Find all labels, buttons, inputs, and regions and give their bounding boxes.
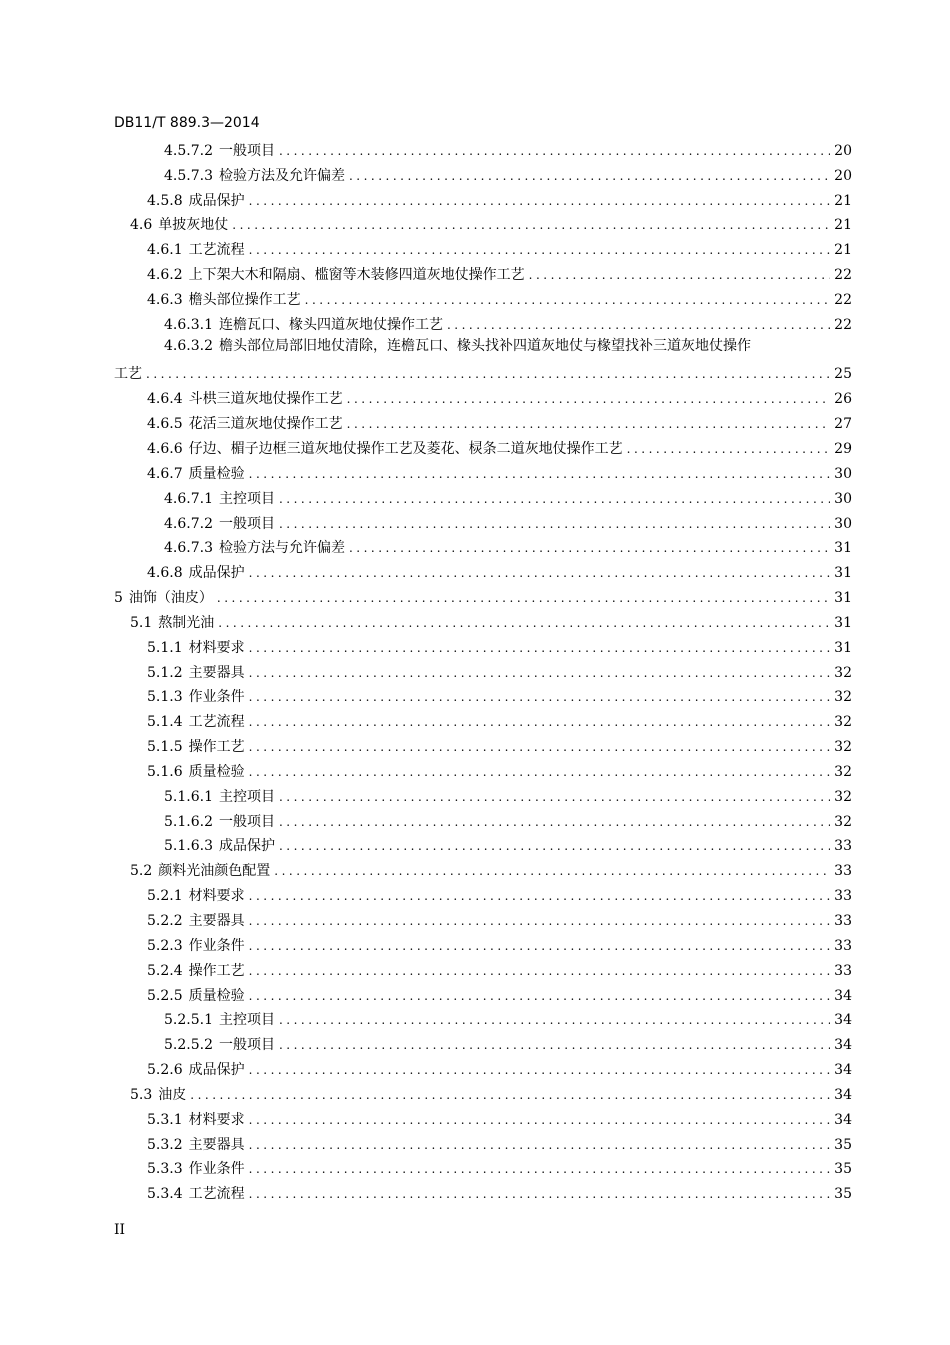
toc-entry[interactable] — [114, 383, 852, 408]
toc-leader-dots — [249, 738, 830, 756]
toc-leader-dots — [249, 1111, 830, 1129]
toc-leader-dots — [279, 1011, 830, 1029]
toc-leader-dots — [249, 887, 830, 905]
toc-entry-page: 21 — [834, 192, 852, 209]
toc-entry-title: 油皮 — [158, 1086, 187, 1103]
toc-entry-page: 21 — [834, 217, 852, 234]
toc-entry-number: 5.1.6.2 — [164, 813, 213, 830]
toc-leader-dots — [249, 713, 830, 731]
toc-entry-number: 5.2.5.2 — [164, 1037, 213, 1054]
toc-leader-dots — [249, 1185, 830, 1203]
toc-leader-dots — [349, 539, 830, 557]
toc-entry-number: 5.2 — [130, 863, 153, 880]
toc-entry-title: 主控项目 — [218, 490, 275, 507]
toc-entry-continuation[interactable] — [114, 359, 852, 384]
toc-leader-dots — [190, 1086, 830, 1104]
toc-entry-title: 工艺流程 — [188, 1186, 245, 1203]
toc-entry-number: 5.3.2 — [147, 1136, 183, 1153]
toc-entry-number: 5.2.5 — [147, 987, 183, 1004]
toc-leader-dots — [249, 688, 830, 706]
toc-entry[interactable] — [114, 632, 852, 657]
toc-entry[interactable] — [114, 284, 852, 309]
toc-entry-number: 4.5.7.3 — [164, 167, 213, 184]
toc-entry-title: 材料要求 — [188, 888, 245, 905]
toc-entry-page: 22 — [834, 291, 852, 308]
toc-entry-page: 34 — [834, 1111, 852, 1128]
toc-entry[interactable] — [114, 855, 852, 880]
toc-entry[interactable] — [114, 781, 852, 806]
toc-entry-title: 材料要求 — [188, 639, 245, 656]
toc-leader-dots — [279, 837, 830, 855]
toc-leader-dots — [279, 813, 830, 831]
toc-entry-page: 35 — [834, 1136, 852, 1153]
toc-entry-number: 5.2.1 — [147, 888, 183, 905]
toc-leader-dots — [249, 1136, 830, 1154]
toc-entry[interactable] — [114, 731, 852, 756]
toc-entry-page: 26 — [834, 391, 852, 408]
toc-entry[interactable] — [114, 458, 852, 483]
toc-leader-dots — [249, 241, 830, 259]
toc-entry-number: 5.2.6 — [147, 1062, 183, 1079]
toc-leader-dots — [249, 912, 830, 930]
toc-entry-number: 4.6.7.3 — [164, 540, 213, 557]
toc-leader-dots — [146, 365, 830, 383]
toc-entry[interactable] — [114, 160, 852, 185]
toc-entry-page: 31 — [834, 565, 852, 582]
toc-entry-title: 操作工艺 — [188, 739, 245, 756]
toc-entry-title: 成品保护 — [218, 838, 275, 855]
toc-entry-title: 主要器具 — [188, 913, 245, 929]
toc-entry[interactable] — [114, 234, 852, 259]
toc-entry-page: 33 — [834, 937, 852, 954]
toc-entry-page: 32 — [834, 739, 852, 756]
toc-leader-dots — [274, 862, 830, 880]
toc-entry-title: 檐头部位局部旧地仗清除，连檐瓦口、椽头找补四道灰地仗与椽望找补三道灰地仗操作 — [218, 337, 751, 354]
toc-entry-number: 4.6.7.1 — [164, 490, 213, 507]
toc-entry-title: 熬制光油 — [158, 614, 215, 631]
toc-entry-title: 作业条件 — [188, 1161, 245, 1178]
toc-entry-number: 4.6.4 — [147, 391, 183, 408]
toc-entry-page: 20 — [834, 167, 852, 184]
toc-entry[interactable] — [114, 980, 852, 1005]
toc-entry-page: 32 — [834, 689, 852, 706]
toc-entry-number: 5.1.3 — [147, 689, 183, 706]
toc-entry[interactable] — [114, 1079, 852, 1104]
toc-entry-title: 质量检验 — [188, 465, 245, 482]
toc-entry-number: 5.2.5.1 — [164, 1012, 213, 1029]
toc-entry-title: 花活三道灰地仗操作工艺 — [188, 416, 343, 433]
toc-leader-dots — [627, 440, 830, 458]
toc-entry[interactable] — [114, 1129, 852, 1154]
toc-entry-number: 5 — [114, 590, 123, 607]
toc-entry-page: 22 — [834, 267, 852, 284]
toc-entry-title: 上下架大木和隔扇、槛窗等木装修四道灰地仗操作工艺 — [188, 267, 525, 284]
page-number: II — [114, 1222, 126, 1238]
toc-entry-page: 34 — [834, 1012, 852, 1029]
toc-entry-line[interactable] — [114, 334, 852, 359]
toc-entry-title: 检验方法与允许偏差 — [218, 540, 345, 557]
toc-entry[interactable] — [114, 682, 852, 707]
toc-leader-dots — [249, 763, 830, 781]
toc-entry[interactable] — [114, 408, 852, 433]
toc-entry-number: 4.6.3 — [147, 291, 183, 308]
toc-entry[interactable] — [114, 557, 852, 582]
toc-entry-title: 质量检验 — [188, 987, 245, 1004]
toc-entry-page: 34 — [834, 987, 852, 1004]
toc-entry-title: 一般项目 — [218, 813, 275, 830]
toc-entry[interactable] — [114, 135, 852, 160]
toc-entry-title: 作业条件 — [188, 937, 245, 954]
toc-entry[interactable] — [114, 483, 852, 508]
toc-entry-title-continuation: 工艺 — [114, 366, 142, 383]
toc-entry-page: 33 — [834, 888, 852, 905]
toc-entry-title: 材料要求 — [188, 1111, 245, 1128]
toc-entry-title: 单披灰地仗 — [158, 217, 229, 234]
toc-leader-dots — [305, 291, 830, 309]
toc-entry-page: 34 — [834, 1037, 852, 1054]
toc-entry-number: 5.3.4 — [147, 1186, 183, 1203]
toc-entry[interactable] — [114, 1054, 852, 1079]
toc-entry-page: 27 — [834, 416, 852, 433]
toc-leader-dots — [279, 142, 830, 160]
table-of-contents — [114, 135, 852, 1203]
toc-entry-title: 成品保护 — [188, 1062, 245, 1079]
toc-entry-page: 33 — [834, 838, 852, 855]
toc-entry-number: 4.6.3.2 — [164, 337, 213, 354]
toc-entry-number: 4.6.7 — [147, 465, 183, 482]
toc-entry[interactable] — [114, 533, 852, 558]
toc-entry[interactable] — [114, 210, 852, 235]
toc-entry-page: 31 — [834, 614, 852, 631]
toc-entry[interactable] — [114, 657, 852, 682]
toc-entry[interactable] — [114, 756, 852, 781]
toc-entry-page: 33 — [834, 913, 852, 929]
toc-leader-dots — [249, 664, 830, 682]
toc-entry-number: 5.2.2 — [147, 913, 183, 929]
toc-entry[interactable] — [114, 185, 852, 210]
toc-entry[interactable] — [114, 1154, 852, 1179]
toc-entry-page: 20 — [834, 142, 852, 159]
toc-leader-dots — [232, 216, 830, 234]
toc-leader-dots — [218, 614, 830, 632]
toc-entry-page: 32 — [834, 664, 852, 681]
toc-entry-number: 4.6 — [130, 217, 153, 234]
toc-entry-number: 5.1.2 — [147, 664, 183, 681]
toc-entry-page: 30 — [834, 465, 852, 482]
toc-entry[interactable] — [114, 508, 852, 533]
toc-leader-dots — [249, 1061, 830, 1079]
toc-entry-page: 25 — [834, 366, 852, 383]
toc-entry-number: 5.1.6 — [147, 763, 183, 780]
toc-leader-dots — [279, 490, 830, 508]
toc-entry[interactable] — [114, 259, 852, 284]
toc-leader-dots — [249, 987, 830, 1005]
toc-entry-title: 檐头部位操作工艺 — [188, 291, 301, 308]
toc-entry-number: 5.1 — [130, 614, 153, 631]
toc-entry-title: 一般项目 — [218, 142, 275, 159]
toc-entry-title: 主要器具 — [188, 664, 245, 681]
toc-entry-title: 工艺流程 — [188, 242, 245, 259]
toc-entry-title: 连檐瓦口、椽头四道灰地仗操作工艺 — [218, 316, 443, 333]
toc-entry[interactable] — [114, 706, 852, 731]
toc-entry-page: 30 — [834, 515, 852, 532]
toc-entry-number: 5.1.6.1 — [164, 788, 213, 805]
toc-entry-number: 4.6.7.2 — [164, 515, 213, 532]
toc-entry-title: 操作工艺 — [188, 962, 245, 979]
toc-entry-page: 34 — [834, 1062, 852, 1079]
toc-entry-number: 4.6.5 — [147, 416, 183, 433]
toc-entry-page: 22 — [834, 316, 852, 333]
toc-entry[interactable] — [114, 806, 852, 831]
toc-leader-dots — [279, 515, 830, 533]
toc-entry-page: 32 — [834, 813, 852, 830]
toc-entry-title: 成品保护 — [188, 192, 245, 209]
toc-entry[interactable] — [114, 905, 852, 930]
toc-entry-title: 主控项目 — [218, 1012, 275, 1029]
toc-entry-title: 一般项目 — [218, 1037, 275, 1054]
toc-entry[interactable] — [114, 1005, 852, 1030]
toc-leader-dots — [249, 962, 830, 980]
toc-entry-title: 主要器具 — [188, 1136, 245, 1153]
toc-entry-title: 油饰（油皮） — [128, 590, 213, 607]
toc-entry-number: 4.5.7.2 — [164, 142, 213, 159]
toc-leader-dots — [249, 1160, 830, 1178]
toc-entry-page: 21 — [834, 242, 852, 259]
toc-entry-number: 5.3.1 — [147, 1111, 183, 1128]
toc-entry-page: 33 — [834, 962, 852, 979]
toc-leader-dots — [279, 788, 830, 806]
toc-entry-number: 4.6.6 — [147, 440, 183, 457]
toc-entry-title: 工艺流程 — [188, 714, 245, 731]
toc-entry[interactable] — [114, 582, 852, 607]
toc-entry-page: 30 — [834, 490, 852, 507]
toc-entry-title: 成品保护 — [188, 565, 245, 582]
toc-leader-dots — [529, 266, 830, 284]
toc-entry-title: 颜料光油颜色配置 — [158, 863, 271, 880]
toc-entry-title: 主控项目 — [218, 788, 275, 805]
toc-entry-title: 质量检验 — [188, 763, 245, 780]
toc-leader-dots — [249, 639, 830, 657]
toc-entry[interactable] — [114, 607, 852, 632]
toc-entry-title: 检验方法及允许偏差 — [218, 167, 345, 184]
toc-entry[interactable] — [114, 955, 852, 980]
toc-entry-title: 作业条件 — [188, 689, 245, 706]
toc-entry-number: 5.1.4 — [147, 714, 183, 731]
toc-leader-dots — [347, 390, 830, 408]
toc-entry-number: 5.1.1 — [147, 639, 183, 656]
toc-entry[interactable] — [114, 1178, 852, 1203]
toc-leader-dots — [249, 192, 830, 210]
toc-entry-number: 4.6.2 — [147, 267, 183, 284]
toc-entry-page: 35 — [834, 1186, 852, 1203]
toc-entry-number: 4.5.8 — [147, 192, 183, 209]
toc-entry-page: 31 — [834, 540, 852, 557]
toc-entry-number: 4.6.1 — [147, 242, 183, 259]
toc-leader-dots — [447, 316, 830, 334]
toc-entry-number: 5.2.3 — [147, 937, 183, 954]
toc-entry[interactable] — [114, 433, 852, 458]
toc-entry[interactable] — [114, 930, 852, 955]
toc-leader-dots — [217, 589, 830, 607]
toc-entry-page: 34 — [834, 1086, 852, 1103]
document-code: DB11/T 889.3—2014 — [114, 115, 260, 131]
toc-entry-page: 29 — [834, 440, 852, 457]
toc-entry-number: 5.3 — [130, 1086, 153, 1103]
toc-leader-dots — [249, 465, 830, 483]
toc-leader-dots — [249, 937, 830, 955]
toc-entry-title: 仔边、楣子边框三道灰地仗操作工艺及菱花、棂条二道灰地仗操作工艺 — [188, 440, 623, 457]
toc-entry-page: 32 — [834, 788, 852, 805]
toc-entry-page: 35 — [834, 1161, 852, 1178]
toc-entry-title: 一般项目 — [218, 515, 275, 532]
toc-leader-dots — [347, 415, 830, 433]
toc-entry-number: 4.6.3.1 — [164, 316, 213, 333]
toc-entry-number: 5.1.6.3 — [164, 838, 213, 855]
toc-entry[interactable] — [114, 1029, 852, 1054]
toc-entry[interactable] — [114, 831, 852, 856]
toc-entry-page: 32 — [834, 763, 852, 780]
toc-entry[interactable] — [114, 309, 852, 334]
toc-entry-page: 32 — [834, 714, 852, 731]
toc-entry-title: 斗栱三道灰地仗操作工艺 — [188, 391, 343, 408]
toc-entry-number: 5.2.4 — [147, 962, 183, 979]
toc-entry[interactable] — [114, 880, 852, 905]
toc-entry-number: 5.3.3 — [147, 1161, 183, 1178]
toc-entry[interactable] — [114, 1104, 852, 1129]
toc-entry-page: 31 — [834, 639, 852, 656]
toc-entry-number: 4.6.8 — [147, 565, 183, 582]
toc-entry-number: 5.1.5 — [147, 739, 183, 756]
toc-leader-dots — [349, 167, 830, 185]
toc-entry-page: 33 — [834, 863, 852, 880]
toc-leader-dots — [249, 564, 830, 582]
toc-entry-page: 31 — [834, 590, 852, 607]
toc-leader-dots — [279, 1036, 830, 1054]
